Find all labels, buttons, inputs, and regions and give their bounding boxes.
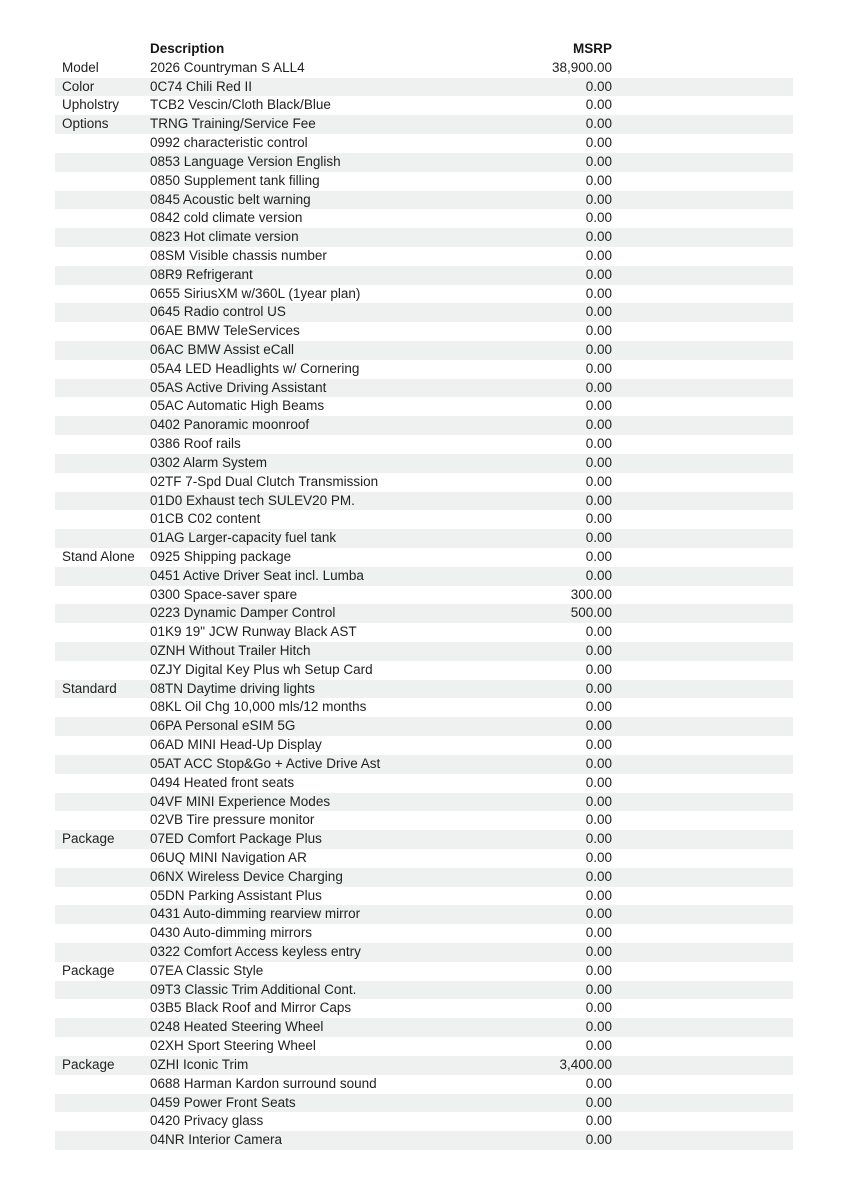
msrp-cell: 0.00: [585, 398, 612, 414]
msrp-cell: 0.00: [585, 548, 612, 564]
msrp-cell: 0.00: [585, 643, 612, 658]
description-cell: 0992 characteristic control: [150, 135, 308, 151]
msrp-cell: 0.00: [585, 1132, 612, 1148]
msrp-cell: 3,400.00: [559, 1056, 612, 1072]
category-cell: Upholstry: [62, 97, 120, 113]
description-cell: 02XH Sport Steering Wheel: [150, 1038, 316, 1054]
options-table: [55, 40, 793, 1150]
msrp-cell: 0.00: [585, 793, 612, 809]
msrp-cell: 0.00: [585, 624, 612, 640]
table-row: [55, 661, 793, 680]
table-row: [55, 717, 793, 736]
description-cell: 0845 Acoustic belt warning: [150, 191, 311, 207]
msrp-cell: 500.00: [570, 605, 612, 621]
table-row: [55, 341, 793, 360]
description-cell: 0386 Roof rails: [150, 436, 241, 452]
msrp-cell: 0.00: [585, 925, 612, 941]
msrp-cell: 0.00: [585, 172, 612, 188]
description-cell: 0431 Auto-dimming rearview mirror: [150, 906, 361, 922]
description-cell: 0322 Comfort Access keyless entry: [150, 944, 361, 959]
msrp-cell: 0.00: [585, 1038, 612, 1054]
category-cell: Standard: [62, 680, 117, 696]
category-cell: Package: [62, 962, 115, 978]
table-row: [55, 849, 793, 868]
table-row: [55, 567, 793, 586]
table-row: [55, 830, 793, 849]
msrp-cell: 0.00: [585, 473, 612, 489]
description-cell: 0688 Harman Kardon surround sound: [150, 1075, 377, 1091]
description-cell: 06NX Wireless Device Charging: [150, 868, 343, 884]
table-row: [55, 172, 793, 191]
table-row: [55, 247, 793, 266]
description-cell: 01D0 Exhaust tech SULEV20 PM.: [150, 492, 355, 508]
description-cell: 0402 Panoramic moonroof: [150, 417, 310, 433]
table-row: [55, 529, 793, 548]
description-cell: 0248 Heated Steering Wheel: [150, 1019, 324, 1035]
table-row: [55, 642, 793, 661]
description-cell: 06AE BMW TeleServices: [150, 323, 300, 339]
table-row: [55, 981, 793, 1000]
table-row: [55, 416, 793, 435]
table-row: [55, 397, 793, 416]
msrp-cell: 0.00: [585, 1094, 612, 1110]
msrp-cell: 0.00: [585, 699, 612, 715]
msrp-cell: 0.00: [585, 511, 612, 527]
msrp-cell: 0.00: [585, 323, 612, 339]
description-cell: 0925 Shipping package: [150, 548, 292, 564]
table-row: [55, 228, 793, 247]
description-cell: 0494 Heated front seats: [150, 774, 295, 790]
table-row: [55, 115, 793, 134]
description-cell: 08R9 Refrigerant: [150, 266, 253, 282]
description-cell: 07ED Comfort Package Plus: [150, 831, 322, 847]
msrp-cell: 0.00: [585, 944, 612, 959]
description-cell: 06AC BMW Assist eCall: [150, 342, 295, 357]
msrp-cell: 0.00: [585, 247, 612, 263]
table-row: [55, 1131, 793, 1150]
category-cell: Options: [62, 116, 109, 132]
msrp-cell: 0.00: [585, 774, 612, 790]
description-cell: 0655 SiriusXM w/360L (1year plan): [150, 285, 361, 301]
msrp-cell: 0.00: [585, 849, 612, 865]
table-row: [55, 548, 793, 567]
table-row: [55, 680, 793, 699]
msrp-cell: 0.00: [585, 962, 612, 978]
msrp-cell: 0.00: [585, 417, 612, 433]
description-cell: 2026 Countryman S ALL4: [150, 59, 305, 75]
msrp-cell: 300.00: [570, 586, 612, 602]
table-row: [55, 134, 793, 153]
msrp-cell: 0.00: [585, 191, 612, 207]
description-cell: 0823 Hot climate version: [150, 229, 299, 245]
table-row: [55, 924, 793, 943]
table-row: [55, 604, 793, 623]
msrp-cell: 0.00: [585, 718, 612, 734]
msrp-cell: 0.00: [585, 1019, 612, 1035]
msrp-cell: 0.00: [585, 981, 612, 997]
table-row: [55, 586, 793, 605]
description-cell: 0645 Radio control US: [150, 304, 286, 320]
msrp-cell: 0.00: [585, 661, 612, 677]
table-row: [55, 379, 793, 398]
description-cell: 09T3 Classic Trim Additional Cont.: [150, 981, 357, 997]
table-row: [55, 774, 793, 793]
msrp-cell: 0.00: [585, 1113, 612, 1129]
description-cell: 0430 Auto-dimming mirrors: [150, 925, 313, 941]
table-row: [55, 1094, 793, 1113]
description-cell: 02TF 7-Spd Dual Clutch Transmission: [150, 473, 379, 489]
description-cell: TRNG Training/Service Fee: [150, 116, 316, 132]
table-row: [55, 96, 793, 115]
msrp-cell: 0.00: [585, 868, 612, 884]
description-cell: 08TN Daytime driving lights: [150, 680, 316, 696]
description-cell: 01CB C02 content: [150, 511, 261, 527]
msrp-cell: 0.00: [585, 266, 612, 282]
category-cell: Package: [62, 1056, 115, 1072]
description-cell: 05AS Active Driving Assistant: [150, 379, 327, 395]
table-row: [55, 943, 793, 962]
description-cell: 0451 Active Driver Seat incl. Lumba: [150, 567, 364, 583]
table-row: [55, 736, 793, 755]
table-row: [55, 209, 793, 228]
msrp-cell: 0.00: [585, 342, 612, 357]
description-cell: 01AG Larger-capacity fuel tank: [150, 530, 337, 546]
description-cell: 05AT ACC Stop&Go + Active Drive Ast: [150, 755, 381, 771]
table-row: [55, 78, 793, 97]
msrp-cell: 0.00: [585, 906, 612, 922]
msrp-cell: 0.00: [585, 887, 612, 903]
table-row: [55, 811, 793, 830]
description-cell: TCB2 Vescin/Cloth Black/Blue: [150, 97, 331, 113]
description-cell: 08KL Oil Chg 10,000 mls/12 months: [150, 699, 367, 715]
description-cell: 03B5 Black Roof and Mirror Caps: [150, 1000, 352, 1016]
msrp-cell: 0.00: [585, 530, 612, 546]
description-cell: 01K9 19" JCW Runway Black AST: [150, 624, 357, 640]
msrp-column-header: MSRP: [572, 41, 612, 56]
table-row: [55, 1037, 793, 1056]
msrp-cell: 0.00: [585, 680, 612, 696]
table-row: [55, 153, 793, 172]
table-body: [55, 59, 793, 1150]
msrp-cell: 0.00: [585, 1000, 612, 1016]
description-cell: 0302 Alarm System: [150, 454, 268, 470]
table-row: [55, 868, 793, 887]
msrp-cell: 0.00: [585, 229, 612, 245]
msrp-cell: 0.00: [585, 812, 612, 828]
description-cell: 05AC Automatic High Beams: [150, 398, 325, 414]
msrp-cell: 0.00: [585, 567, 612, 583]
table-row: [55, 435, 793, 454]
msrp-cell: 0.00: [585, 135, 612, 151]
msrp-cell: 0.00: [585, 78, 612, 94]
table-row: [55, 999, 793, 1018]
description-cell: 0ZJY Digital Key Plus wh Setup Card: [150, 661, 373, 677]
table-row: [55, 303, 793, 322]
table-row: [55, 492, 793, 511]
msrp-cell: 0.00: [585, 379, 612, 395]
table-header-row: [55, 40, 793, 59]
msrp-cell: 0.00: [585, 492, 612, 508]
description-cell: 0300 Space-saver spare: [150, 586, 298, 602]
msrp-cell: 0.00: [585, 116, 612, 132]
msrp-cell: 0.00: [585, 285, 612, 301]
msrp-cell: 0.00: [585, 97, 612, 113]
table-row: [55, 266, 793, 285]
category-cell: Model: [62, 59, 99, 75]
table-row: [55, 962, 793, 981]
description-cell: 0853 Language Version English: [150, 153, 341, 169]
table-row: [55, 698, 793, 717]
table-row: [55, 322, 793, 341]
description-cell: 0ZHI Iconic Trim: [150, 1056, 249, 1072]
msrp-cell: 0.00: [585, 1075, 612, 1091]
category-cell: Stand Alone: [62, 548, 135, 564]
category-cell: Package: [62, 831, 115, 847]
table-row: [55, 473, 793, 492]
msrp-cell: 0.00: [585, 304, 612, 320]
description-cell: 0842 cold climate version: [150, 210, 303, 226]
description-cell: 0459 Power Front Seats: [150, 1094, 296, 1110]
description-cell: 06PA Personal eSIM 5G: [150, 718, 296, 734]
description-cell: 05DN Parking Assistant Plus: [150, 887, 322, 903]
description-cell: 0420 Privacy glass: [150, 1113, 264, 1129]
table-row: [55, 510, 793, 529]
description-cell: 0C74 Chili Red II: [150, 78, 253, 94]
description-cell: 07EA Classic Style: [150, 962, 264, 978]
table-row: [55, 1056, 793, 1075]
description-column-header: Description: [150, 41, 225, 56]
description-cell: 0850 Supplement tank filling: [150, 172, 320, 188]
table-row: [55, 887, 793, 906]
table-row: [55, 623, 793, 642]
description-cell: 0ZNH Without Trailer Hitch: [150, 643, 311, 658]
table-row: [55, 360, 793, 379]
description-cell: 02VB Tire pressure monitor: [150, 812, 315, 828]
msrp-cell: 0.00: [585, 210, 612, 226]
description-cell: 06AD MINI Head-Up Display: [150, 737, 322, 753]
msrp-cell: 0.00: [585, 737, 612, 753]
description-cell: 04VF MINI Experience Modes: [150, 793, 331, 809]
table-row: [55, 59, 793, 78]
table-row: [55, 1018, 793, 1037]
description-cell: 04NR Interior Camera: [150, 1132, 283, 1148]
table-row: [55, 454, 793, 473]
msrp-cell: 0.00: [585, 436, 612, 452]
msrp-cell: 38,900.00: [551, 59, 612, 75]
category-cell: Color: [62, 78, 95, 94]
description-cell: 0223 Dynamic Damper Control: [150, 605, 336, 621]
table-row: [55, 1112, 793, 1131]
description-cell: 08SM Visible chassis number: [150, 247, 327, 263]
msrp-cell: 0.00: [585, 360, 612, 376]
msrp-cell: 0.00: [585, 153, 612, 169]
table-row: [55, 905, 793, 924]
description-cell: 06UQ MINI Navigation AR: [150, 849, 307, 865]
table-row: [55, 1075, 793, 1094]
msrp-cell: 0.00: [585, 755, 612, 771]
table-row: [55, 755, 793, 774]
table-row: [55, 285, 793, 304]
table-row: [55, 793, 793, 812]
msrp-cell: 0.00: [585, 831, 612, 847]
msrp-cell: 0.00: [585, 454, 612, 470]
table-row: [55, 191, 793, 210]
description-cell: 05A4 LED Headlights w/ Cornering: [150, 360, 360, 376]
